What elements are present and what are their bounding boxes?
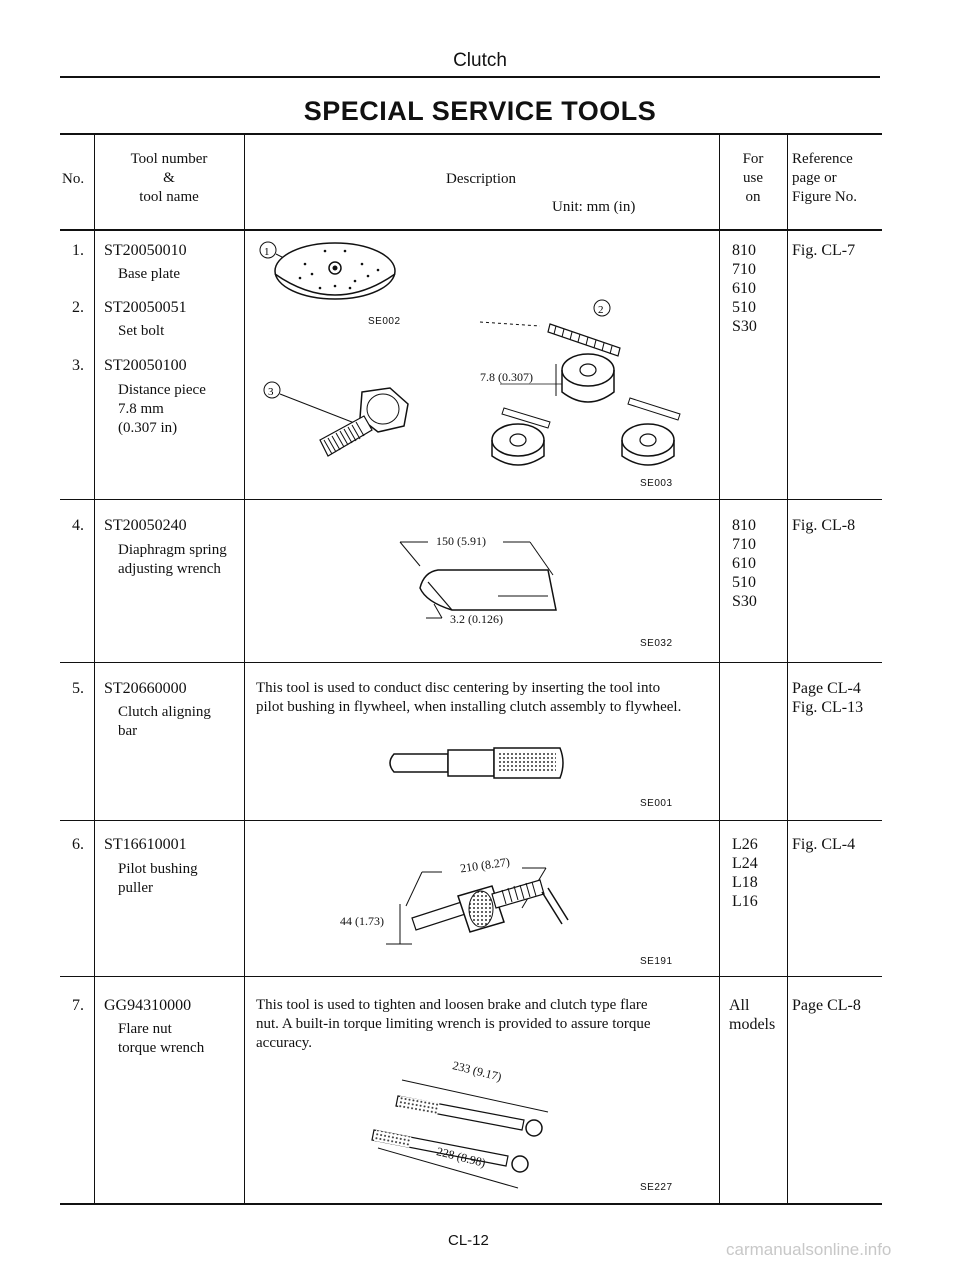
running-header: Clutch — [453, 50, 507, 71]
col-header-ref-line: page or — [792, 170, 837, 186]
tool-name-line: bar — [118, 723, 138, 739]
reference: Page CL-8 — [792, 997, 861, 1014]
row-divider — [60, 499, 882, 500]
aligning-bar-illustration — [382, 744, 572, 784]
use-model: L16 — [732, 893, 758, 910]
row-number: 5. — [72, 680, 84, 697]
figure-code: SE032 — [640, 638, 673, 649]
use-model: 610 — [732, 280, 756, 297]
row-divider — [60, 820, 882, 821]
dimension-label: 228 (8.98) — [435, 1144, 488, 1170]
use-list — [732, 241, 757, 336]
reference: Fig. CL-4 — [792, 836, 856, 853]
dimension-label: 44 (1.73) — [340, 914, 384, 928]
tool-name-line: Flare nut — [118, 1021, 172, 1037]
table-top-rule — [60, 133, 882, 135]
use-list — [732, 516, 757, 611]
header-rule — [60, 76, 880, 78]
reference — [792, 679, 863, 717]
col-divider — [719, 133, 720, 1204]
col-header-tool-line: tool name — [139, 189, 199, 205]
svg-text:2: 2 — [598, 304, 604, 316]
row-number: 4. — [72, 517, 84, 534]
use-list — [732, 835, 758, 911]
tool-name-line: Diaphragm spring — [118, 542, 227, 558]
row-number: 1. — [72, 242, 84, 259]
svg-text:3: 3 — [268, 386, 274, 398]
use-list — [729, 996, 775, 1034]
use-model: 710 — [732, 261, 756, 278]
col-header-no: No. — [62, 171, 85, 187]
col-header-tool-line: & — [163, 170, 175, 186]
use-model: S30 — [732, 593, 757, 610]
description-line: This tool is used to conduct disc centering by inserting the tool into — [256, 680, 661, 696]
torque-wrench-illustration — [368, 1072, 568, 1192]
use-model: L26 — [732, 836, 758, 853]
figure-code: SE003 — [640, 478, 673, 489]
tool-name-line: 7.8 mm — [118, 401, 164, 417]
base-plate-illustration — [250, 236, 410, 316]
col-header-use-line: on — [745, 189, 761, 205]
col-divider — [787, 133, 788, 1204]
table-bottom-rule — [60, 1203, 882, 1205]
description-line: accuracy. — [256, 1035, 313, 1051]
figure-code: SE191 — [640, 956, 673, 967]
col-divider — [94, 133, 95, 1204]
description-line: pilot bushing in flywheel, when installing clutch assembly to flywheel. — [256, 699, 682, 715]
description-line: nut. A built-in torque limiting wrench is provided to assure torque — [256, 1016, 651, 1032]
use-model: S30 — [732, 318, 757, 335]
reference: Fig. CL-8 — [792, 517, 856, 534]
row-divider — [60, 662, 882, 663]
reference-line: Fig. CL-13 — [792, 699, 864, 716]
tool-name — [118, 381, 206, 438]
dimension-label: 233 (9.17) — [451, 1058, 504, 1084]
tool-name: Set bolt — [118, 323, 165, 339]
row-number: 3. — [72, 357, 84, 374]
tool-number: GG94310000 — [104, 997, 192, 1014]
figure-code: SE002 — [368, 316, 401, 327]
svg-text:1: 1 — [264, 246, 270, 258]
col-header-ref-line: Reference — [792, 151, 853, 167]
table-header-rule — [60, 229, 882, 231]
use-model: 810 — [732, 517, 756, 534]
tool-number: ST20050100 — [104, 357, 187, 374]
use-model: L18 — [732, 874, 758, 891]
tool-number: ST20050010 — [104, 242, 187, 259]
col-header-use-line: use — [743, 170, 763, 186]
tool-name-line: Clutch aligning — [118, 704, 211, 720]
use-model: All — [729, 997, 750, 1014]
tool-name — [118, 860, 198, 898]
tool-name-line: Pilot bushing — [118, 861, 198, 877]
use-model: 610 — [732, 555, 756, 572]
tool-name-line: adjusting wrench — [118, 561, 221, 577]
tool-description — [256, 996, 651, 1053]
dimension-label: 150 (5.91) — [436, 534, 486, 548]
tool-name: Base plate — [118, 266, 181, 282]
dimension-label: 3.2 (0.126) — [450, 612, 503, 626]
reference: Fig. CL-7 — [792, 242, 856, 259]
use-model: 710 — [732, 536, 756, 553]
use-model: L24 — [732, 855, 758, 872]
reference-line: Page CL-4 — [792, 680, 861, 697]
tool-number: ST20050240 — [104, 517, 187, 534]
tool-number: ST20050051 — [104, 299, 187, 316]
tool-number: ST20660000 — [104, 680, 187, 697]
description-line: This tool is used to tighten and loosen brake and clutch type flare — [256, 997, 648, 1013]
tool-name-line: (0.307 in) — [118, 420, 178, 436]
row-divider — [60, 976, 882, 977]
dimension-label: 7.8 (0.307) — [480, 370, 533, 384]
figure-code: SE001 — [640, 798, 673, 809]
col-header-unit: Unit: mm (in) — [552, 199, 636, 215]
page-title: SPECIAL SERVICE TOOLS — [303, 96, 657, 126]
use-model: models — [729, 1016, 776, 1033]
col-header-tool — [96, 150, 242, 207]
use-model: 510 — [732, 574, 756, 591]
use-model: 810 — [732, 242, 756, 259]
distance-piece-illustration — [470, 296, 700, 476]
tool-name-line: Distance piece — [118, 382, 206, 398]
row-number: 2. — [72, 299, 84, 316]
page-number: CL-12 — [448, 1232, 489, 1249]
tool-name-line: puller — [118, 880, 153, 896]
row-number: 6. — [72, 836, 84, 853]
use-model: 510 — [732, 299, 756, 316]
col-divider — [244, 133, 245, 1204]
row-number: 7. — [72, 997, 84, 1014]
dimension-label: 210 (8.27) — [459, 854, 511, 876]
tool-description — [256, 679, 681, 717]
col-header-tool-line: Tool number — [130, 151, 208, 167]
col-header-use-line: For — [742, 151, 764, 167]
tool-number: ST16610001 — [104, 836, 187, 853]
col-header-reference — [792, 150, 857, 207]
tool-name — [118, 703, 211, 741]
set-bolt-illustration — [262, 378, 422, 468]
watermark: carmanualsonline.info — [726, 1240, 892, 1259]
tool-name-line: torque wrench — [118, 1040, 205, 1056]
tool-name — [118, 541, 227, 579]
col-header-ref-line: Figure No. — [792, 189, 857, 205]
col-header-description: Description — [446, 171, 516, 187]
col-header-use — [721, 150, 785, 207]
tool-name — [118, 1020, 204, 1058]
figure-code: SE227 — [640, 1182, 673, 1193]
